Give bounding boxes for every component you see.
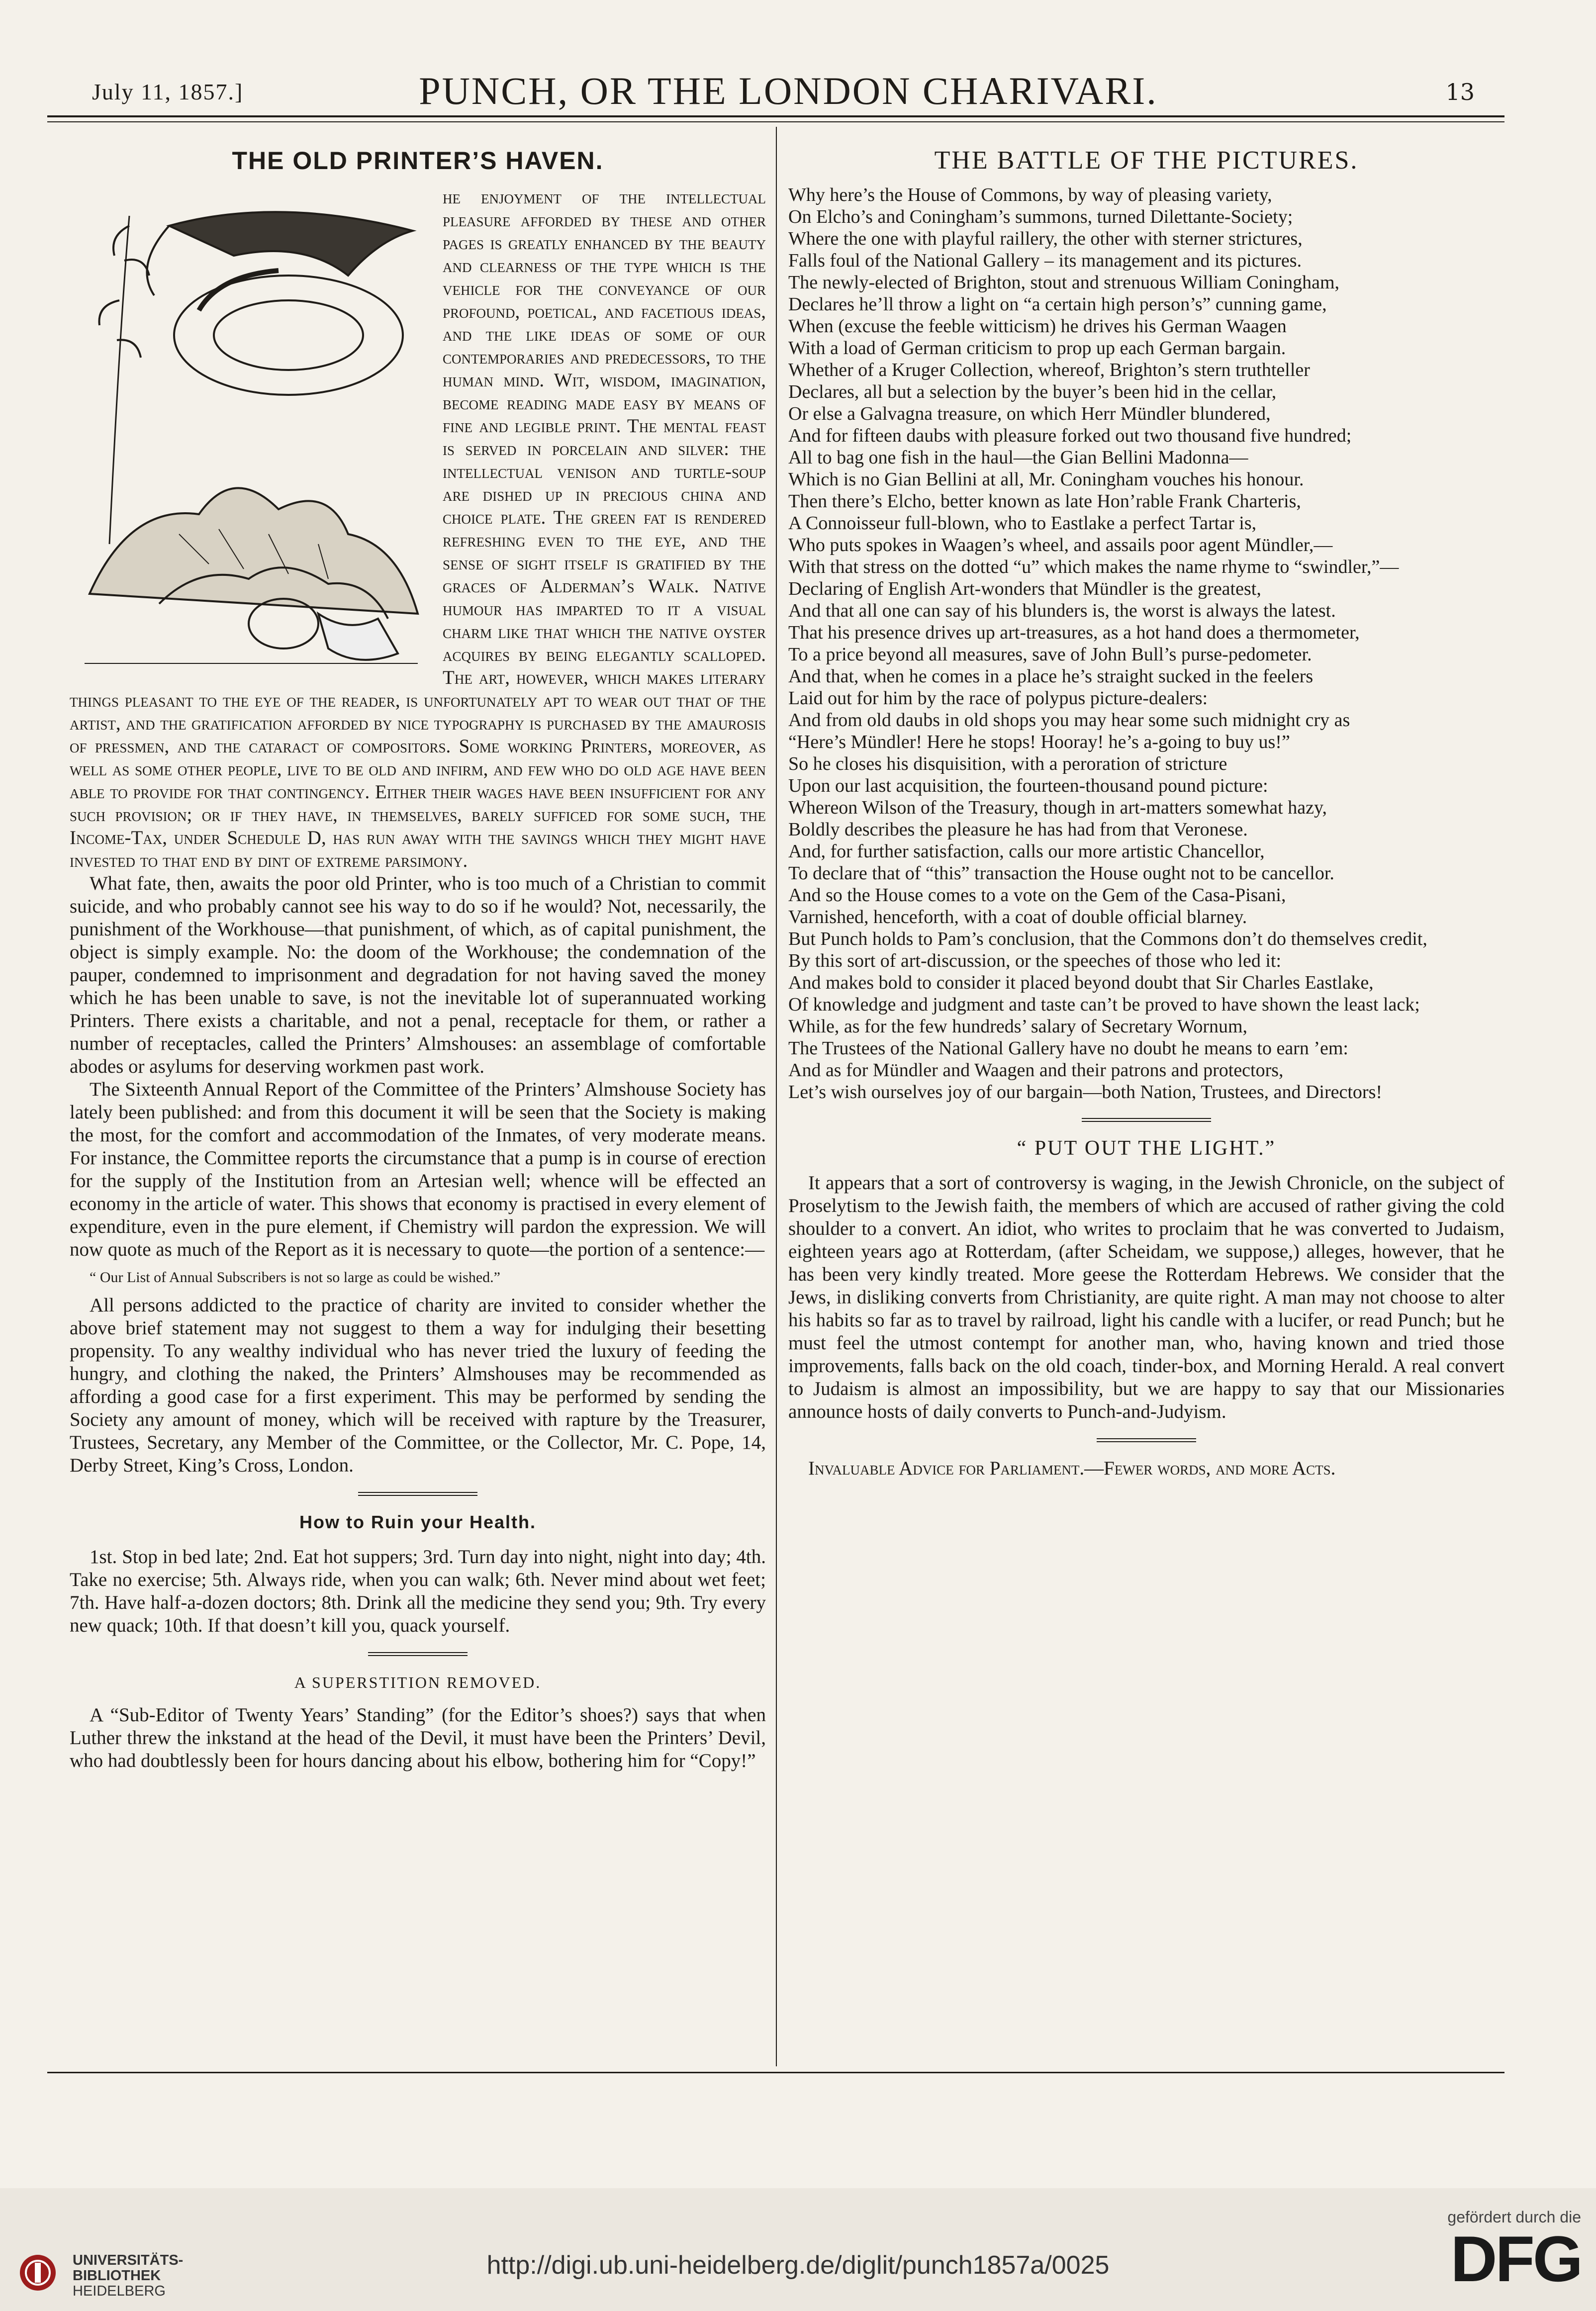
health-list: 1st. Stop in bed late; 2nd. Eat hot suppers; 3rd. Turn day into night, night into day; 4th. Take no exercise; 5th. Always ride, when you can walk; 6th. Never mind about wet feet; 7th. Have half-a-dozen doctors; 8th. Drink all the medicine they send you; 9th. Try every new quack; 10th. If that doesn’t kill you, quack yourself. [70,1546,766,1636]
quoted-report-line: “ Our List of Annual Subscribers is not so large as could be wished.” [90,1269,500,1286]
poem-verse-line: To declare that of “this” transaction the House ought not to be cancellor. [788,863,1334,884]
poem-verse-line: But Punch holds to Pam’s conclusion, that the Commons don’t do themselves credit, [788,928,1427,949]
poem-verse-line: Boldly describes the pleasure he has had from that Veronese. [788,819,1248,840]
poem-verse-line: Falls foul of the National Gallery – its management and its pictures. [788,250,1302,271]
poem-verse-line: And that all one can say of his blunders is, the worst is always the latest. [788,600,1336,621]
poem-verse-line: On Elcho’s and Coningham’s summons, turned Dilettante-Society; [788,206,1293,227]
article-heading-superstition: A SUPERSTITION REMOVED. [294,1673,542,1691]
article-heading-ruin-health: How to Ruin your Health. [299,1512,536,1532]
poem-verse-line: The newly-elected of Brighton, stout and strenuous William Coningham, [788,272,1340,293]
poem-verse-line: And, for further satisfaction, calls our more artistic Chancellor, [788,841,1265,862]
paragraph-4: All persons addicted to the practice of charity are invited to consider whether the above brief statement may not suggest to them a way for indulging their besetting propensity. To any wealthy individual who has never tried the luxury of feeding the hungry, and clothing the naked, the Printers’ Almshouses may be recommended as affording a good case for a first experiment. This may be performed by sending the Society any amount of money, which will be received with rapture by the Treasurer, Trustees, Secretary, any Member of the Committee, or the Collector, Mr. C. Pope, 14, Derby Street, King’s Cross, London. [70,1294,766,1476]
section-divider [1082,1118,1211,1122]
poem-verse-line: So he closes his disquisition, with a peroration of stricture [788,753,1227,774]
poem-verse-line: Whether of a Kruger Collection, whereof, Brighton’s stern truthteller [788,360,1310,380]
poem-verse-line: And makes bold to consider it placed beyond doubt that Sir Charles Eastlake, [788,972,1374,993]
digitization-footer [0,2188,1596,2311]
poem-verse-line: Declares, all but a selection by the buyer’s been hid in the cellar, [788,381,1277,402]
header-rule [47,115,1504,117]
poem-verse-line: Upon our last acquisition, the fourteen-thousand pound picture: [788,775,1268,796]
light-paragraph: It appears that a sort of controversy is waging, in the Jewish Chronicle, on the subject of Proselytism to the Jewish faith, the members of which are accused of rather giving the cold shoulder to a convert. An idiot, who writes to proclaim that he was converted to Judaism, eighteen years ago at Rotterdam, (after Scheidam, we suppose,) alleges, however, that he has been very kindly treated. More geese the Rotterdam Hebrews. We consider that the Jews, in disliking converts from Christianity, are quite right. A man may not choose to alter his habits so far as to travel by railroad, light his candle with a lucifer, or read Punch; but he must feel the utmost contempt for another man, who, having known and tried those improvements, falls back on the old coach, tinder-box, and Morning Herald. A real convert to Judaism is almost an impossibility, but we are happy to say that our Missionaries announce hosts of daily converts to Punch-and-Judyism. [788,1172,1504,1422]
column-divider [776,127,777,2066]
dfg-logo-icon: DFG [1450,2222,1581,2295]
poem-verse-line: Why here’s the House of Commons, by way of pleasing variety, [788,185,1272,205]
poem-verse-line: The Trustees of the National Gallery have no doubt he means to earn ’em: [788,1038,1348,1059]
left-column [70,149,766,1772]
poem-verse-line: Whereon Wilson of the Treasury, though in art-matters somewhat hazy, [788,797,1327,818]
paragraph-1: he enjoyment of the intellectual pleasure afforded by these and other pages is greatly enhanced by the beauty and clearness of the type which is the vehicle for the conveyance of our profound, poetical, and facetious ideas, and the like ideas of some of our contemporaries and predecessors, to the human mind. Wit, wisdom, imagination, become reading made easy by means of fine and legible print. The mental feast is served in porcelain and silver: the intellectual venison and turtle-soup are dished up in precious china and choice plate. The green fat is rendered refreshing even to the eye, and the sense of sight itself is gratified by the graces of Alderman’s Walk. Native humour has imparted to it a visual charm like that which the native oyster acquires by being elegantly scalloped. The art, however, which makes literary things pleasant to the eye of the reader, is unfortunately apt to wear out that of the artist, and the gratification afforded by nice typography is purchased by the amaurosis of pressmen, and the cataract of compositors. Some working Printers, moreover, as well as some other people, live to be old and infirm, and few who do old age have been able to provide for that contingency. Either their wages have been insufficient for any such provision; or if they have, in themselves, barely sufficed for some such, the Income-Tax, under Schedule D, has run away with the savings which they might have invested to that end by dint of extreme parsimony. [70,186,766,871]
poem-verse-line: While, as for the few hundreds’ salary of Secretary Wornum, [788,1016,1248,1037]
article-heading-battle-of-pictures: THE BATTLE OF THE PICTURES. [934,146,1359,175]
dfg-funding-logo: gefördert durch die DFG [1422,2208,1581,2298]
poem-verse-line: Let’s wish ourselves joy of our bargain—both Nation, Trustees, and Directors! [788,1082,1383,1103]
poem-verse-line: Of knowledge and judgment and taste can’t be proved to have shown the least lack; [788,994,1420,1015]
poem-verse-line: Which is no Gian Bellini at all, Mr. Coningham vouches his honour. [788,469,1304,490]
poem-verse-line: And that, when he comes in a place he’s straight sucked in the feelers [788,666,1314,687]
issue-date: July 11, 1857.] [92,79,244,104]
section-divider [358,1492,477,1496]
library-name: UNIVERSITÄTS- BIBLIOTHEK HEIDELBERG [73,2252,184,2299]
poem-verse-line: And for fifteen daubs with pleasure forked out two thousand five hundred; [788,425,1352,446]
poem-verse-line: And from old daubs in old shops you may hear some such midnight cry as [788,710,1350,731]
article-heading-put-out-the-light: “ PUT OUT THE LIGHT.” [1017,1137,1276,1160]
poem-verse-line: Declares he’ll throw a light on “a certain high person’s” cunning game, [788,294,1327,315]
poem-verse-line: And as for Mündler and Waagen and their patrons and protectors, [788,1060,1284,1081]
superstition-paragraph: A “Sub-Editor of Twenty Years’ Standing” (for the Editor’s shoes?) says that when Luther threw the inkstand at the head of the Devil, it must have been the Printers’ Devil, who had doubtlessly been for hours dancing about his elbow, bothering him for “Copy!” [70,1704,766,1771]
poem-verse-line: Or else a Galvagna treasure, on which Herr Mündler blundered, [788,403,1271,424]
poem-verse-line: And so the House comes to a vote on the Gem of the Casa-Pisani, [788,885,1286,906]
bottom-rule [47,2072,1504,2073]
battle-poem [788,184,1504,1103]
paragraph-2: What fate, then, awaits the poor old Printer, who is too much of a Christian to commit suicide, and who probably cannot see his way to do so if he would? Not, necessarily, the punishment of the Workhouse—that punishment, of which, as of capital punishment, the object is simply example. No: the doom of the Workhouse; the condemnation of the pauper, condemned to imprisonment and degradation for not having saved the money which he has been unable to save, is not the inevitable lot of superannuated working Printers. There exists a charitable, and not a penal, receptacle for them, or rather a number of receptacles, called the Printers’ Almshouses: an assemblage of comfortable abodes or asylums for deserving workmen past work. [70,873,766,1077]
masthead-title: PUNCH, OR THE LONDON CHARIVARI. [419,69,1158,112]
poem-verse-line: Where the one with playful raillery, the other with sterner strictures, [788,228,1303,249]
poem-verse-line: A Connoisseur full-blown, who to Eastlake a perfect Tartar is, [788,513,1257,534]
poem-verse-line: Then there’s Elcho, better known as late Hon’rable Frank Charteris, [788,491,1301,512]
poem-verse-line: Declaring of English Art-wonders that Mündler is the greatest, [788,578,1261,599]
poem-verse-line: “Here’s Mündler! Here he stops! Hooray! he’s a-going to buy us!” [788,732,1290,752]
article-heading-old-printers-haven: THE OLD PRINTER’S HAVEN. [232,147,604,175]
parliament-advice: Invaluable Advice for Parliament.—Fewer words, and more Acts. [808,1458,1336,1479]
paragraph-3: The Sixteenth Annual Report of the Committee of the Printers’ Almshouse Society has lately been published: and from this document it will be seen that the Society is making the most, for the comfort and accommodation of the Inmates, of very moderate means. For instance, the Committee reports the circumstance that a pump is in course of erection for the supply of the Institution from an Artesian well; whence will be effected an economy in the article of water. This shows that economy is practised in every element of expenditure, even in the pure element, if Chemistry will pardon the expression. We will now quote as much of the Report as it is necessary to quote—the portion of a sentence:— [70,1079,766,1260]
section-divider [368,1652,468,1656]
poem-verse-line: Who puts spokes in Waagen’s wheel, and assails poor agent Mündler,— [788,535,1333,555]
page-number: 13 [1445,79,1475,105]
poem-verse-line: Varnished, henceforth, with a coat of double official blarney. [788,907,1247,927]
right-column [788,146,1504,1480]
header-rule-thin [47,121,1504,122]
decorative-initial-illustration [70,186,428,683]
poem-verse-line: That his presence drives up art-treasures, as a hot hand does a thermometer, [788,622,1360,643]
poem-verse-line: When (excuse the feeble witticism) he drives his German Waagen [788,316,1287,337]
poem-verse-line: With a load of German criticism to prop up each German bargain. [788,338,1286,359]
poem-verse-line: Laid out for him by the race of polypus picture-dealers: [788,688,1208,709]
page-header [42,64,1485,112]
poem-verse-line: By this sort of art-discussion, or the speeches of those who led it: [788,950,1282,971]
poem-verse-line: With that stress on the dotted “u” which makes the name rhyme to “swindler,”— [788,556,1399,577]
printer-illustration-icon [70,186,428,683]
section-divider [1097,1438,1196,1442]
poem-verse-line: To a price beyond all measures, save of John Bull’s purse-pedometer. [788,644,1312,665]
source-url-link[interactable]: http://digi.ub.uni-heidelberg.de/diglit/punch1857a/0025 [486,2251,1110,2280]
poem-verse-line: All to bag one fish in the haul—the Gian Bellini Madonna— [788,447,1248,468]
